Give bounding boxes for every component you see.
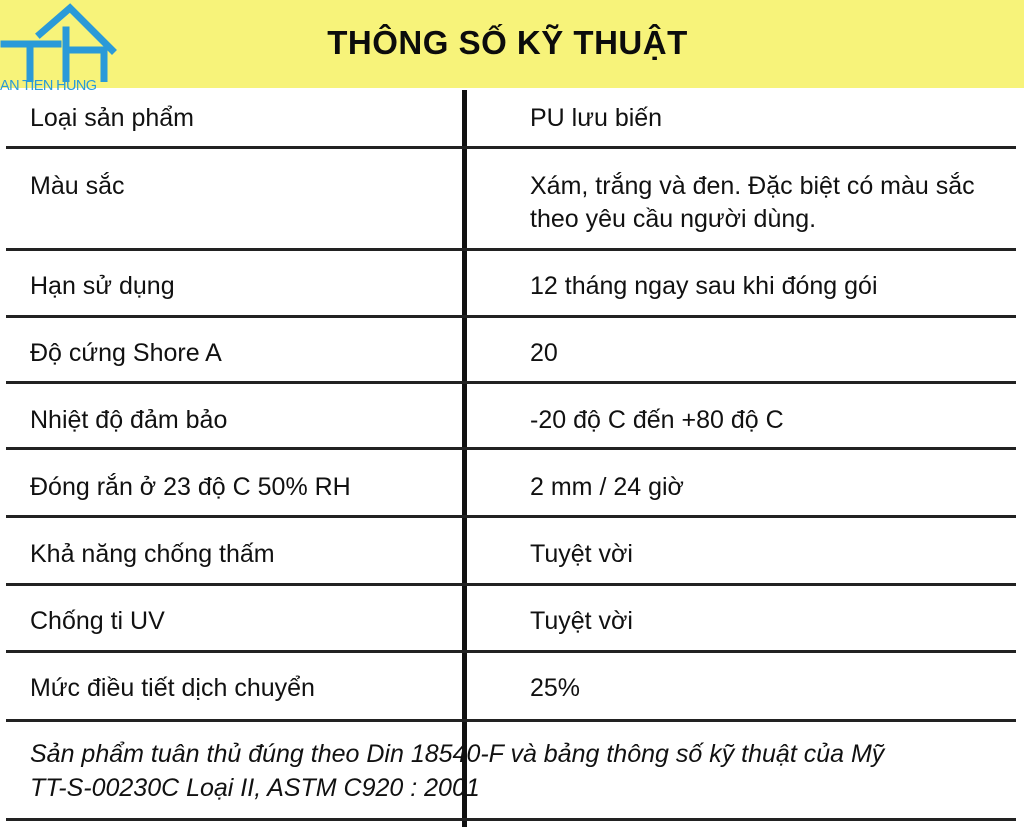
spec-value-color-line2: theo yêu cầu người dùng.: [530, 205, 817, 233]
spec-label-curing: Đóng rắn ở 23 độ C 50% RH: [30, 473, 351, 501]
spec-label-product-type: Loại sản phẩm: [30, 104, 195, 132]
compliance-note-line1: Sản phẩm tuân thủ đúng theo Din 18540-F và bảng thông số kỹ thuật của Mỹ: [30, 740, 885, 768]
spec-label-color: Màu sắc: [30, 172, 125, 200]
row-divider: [6, 719, 1016, 722]
row-divider: [6, 583, 1016, 586]
row-divider: [6, 146, 1016, 149]
spec-value-waterproof: Tuyệt vời: [530, 540, 633, 568]
compliance-note-line2: TT-S-00230C Loại II, ASTM C920 : 2001: [30, 774, 480, 802]
spec-label-shelf-life: Hạn sử dụng: [30, 272, 175, 300]
row-divider: [6, 315, 1016, 318]
spec-label-uv: Chống ti UV: [30, 607, 165, 635]
compliance-note: [30, 737, 1010, 805]
row-divider: [6, 248, 1016, 251]
spec-value-shelf-life: 12 tháng ngay sau khi đóng gói: [530, 272, 878, 300]
spec-label-movement: Mức điều tiết dịch chuyển: [30, 674, 315, 702]
row-divider: [6, 650, 1016, 653]
column-divider: [462, 90, 467, 827]
spec-label-waterproof: Khả năng chống thấm: [30, 540, 275, 568]
row-divider: [6, 381, 1016, 384]
spec-value-temperature: -20 độ C đến +80 độ C: [530, 406, 784, 434]
page-title: THÔNG SỐ KỸ THUẬT: [327, 24, 688, 61]
spec-value-product-type: PU lưu biến: [530, 104, 663, 132]
row-divider: [6, 818, 1016, 821]
spec-value-hardness: 20: [530, 339, 558, 367]
house-logo-icon: [0, 0, 122, 82]
spec-label-temperature: Nhiệt độ đảm bảo: [30, 406, 228, 434]
title-banner: [0, 0, 1024, 94]
spec-label-hardness: Độ cứng Shore A: [30, 339, 222, 367]
company-logo: [0, 0, 122, 100]
spec-value-color: Xám, trắng và đen. Đặc biệt có màu sắc: [530, 172, 975, 200]
spec-value-uv: Tuyệt vời: [530, 607, 633, 635]
logo-text: AN TIEN HUNG: [0, 78, 97, 94]
row-divider: [6, 515, 1016, 518]
spec-value-curing: 2 mm / 24 giờ: [530, 473, 684, 501]
spec-value-movement: 25%: [530, 674, 581, 702]
row-divider: [6, 447, 1016, 450]
